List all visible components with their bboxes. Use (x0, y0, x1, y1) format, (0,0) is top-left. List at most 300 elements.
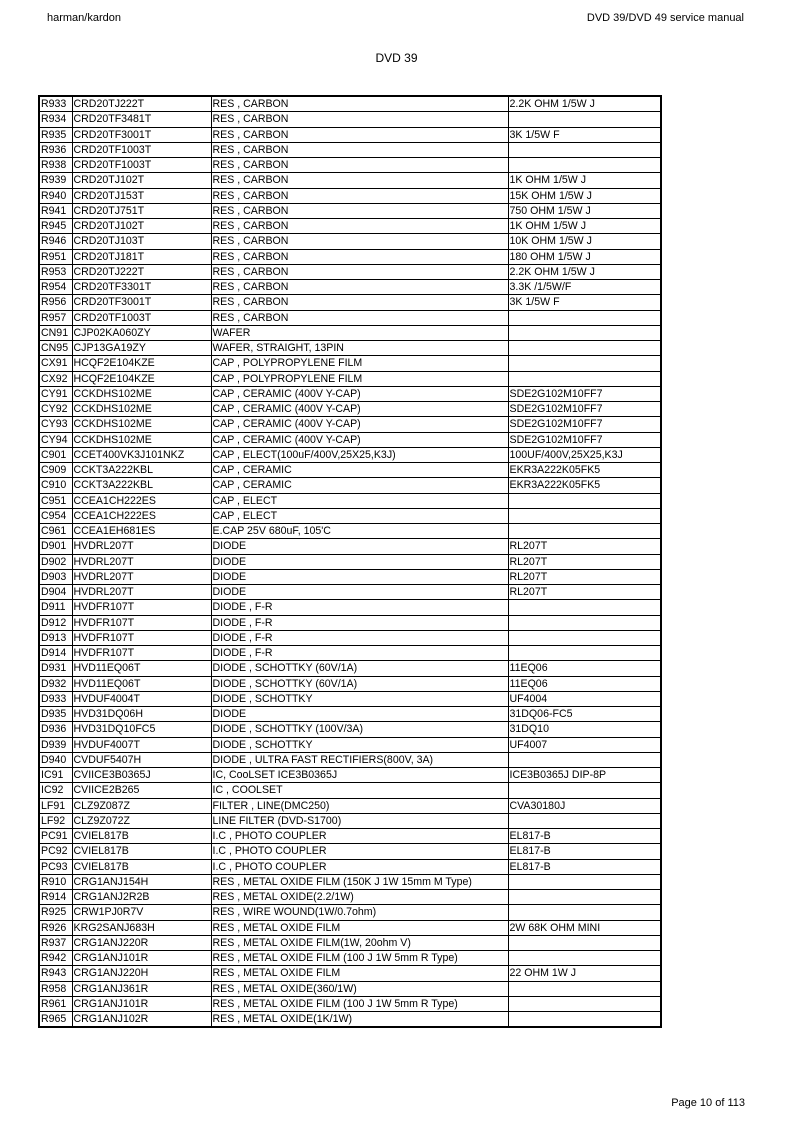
table-row (39, 661, 661, 676)
part-number-cell: HVDFR107T (72, 646, 211, 661)
spec-cell: CVA30180J (508, 798, 661, 813)
description-cell: WAFER (211, 325, 508, 340)
table-row (39, 844, 661, 859)
part-number-cell: CRG1ANJ2R2B (72, 890, 211, 905)
spec-cell: 15K OHM 1/5W J (508, 188, 661, 203)
ref-cell: R954 (39, 280, 72, 295)
description-cell: DIODE (211, 554, 508, 569)
table-row (39, 920, 661, 935)
description-cell: RES , CARBON (211, 173, 508, 188)
table-row (39, 310, 661, 325)
part-number-cell: CVIICE3B0365J (72, 768, 211, 783)
description-cell: DIODE , F-R (211, 630, 508, 645)
spec-cell (508, 112, 661, 127)
table-row (39, 280, 661, 295)
part-number-cell: CRD20TJ222T (72, 264, 211, 279)
table-row (39, 356, 661, 371)
description-cell: RES , CARBON (211, 219, 508, 234)
table-row (39, 783, 661, 798)
part-number-cell: HVDRL207T (72, 585, 211, 600)
table-row (39, 493, 661, 508)
spec-cell (508, 890, 661, 905)
spec-cell: 3K 1/5W F (508, 295, 661, 310)
description-cell: DIODE , F-R (211, 646, 508, 661)
model-title: DVD 39 (375, 51, 418, 65)
spec-cell (508, 981, 661, 996)
ref-cell: PC92 (39, 844, 72, 859)
part-number-cell: CRD20TJ103T (72, 234, 211, 249)
table-row (39, 935, 661, 950)
description-cell: DIODE , F-R (211, 600, 508, 615)
part-number-cell: CCKT3A222KBL (72, 463, 211, 478)
ref-cell: CN95 (39, 341, 72, 356)
ref-cell: C961 (39, 524, 72, 539)
part-number-cell: CRD20TF1003T (72, 142, 211, 157)
part-number-cell: CRG1ANJ102R (72, 1012, 211, 1028)
table-row (39, 554, 661, 569)
description-cell: DIODE (211, 585, 508, 600)
table-row (39, 127, 661, 142)
spec-cell: 11EQ06 (508, 661, 661, 676)
spec-cell: 22 OHM 1W J (508, 966, 661, 981)
table-row (39, 524, 661, 539)
description-cell: RES , CARBON (211, 295, 508, 310)
ref-cell: D902 (39, 554, 72, 569)
spec-cell: 1K OHM 1/5W J (508, 173, 661, 188)
ref-cell: D936 (39, 722, 72, 737)
table-row (39, 829, 661, 844)
ref-cell: D911 (39, 600, 72, 615)
spec-cell: EL817-B (508, 859, 661, 874)
description-cell: RES , CARBON (211, 112, 508, 127)
spec-cell (508, 783, 661, 798)
description-cell: RES , METAL OXIDE FILM(1W, 20ohm V) (211, 935, 508, 950)
part-number-cell: HCQF2E104KZE (72, 371, 211, 386)
ref-cell: CX91 (39, 356, 72, 371)
part-number-cell: CCKDHS102ME (72, 402, 211, 417)
table-row (39, 203, 661, 218)
spec-cell: SDE2G102M10FF7 (508, 402, 661, 417)
part-number-cell: CRD20TF3001T (72, 127, 211, 142)
spec-cell: 10K OHM 1/5W J (508, 234, 661, 249)
table-row (39, 691, 661, 706)
description-cell: RES , METAL OXIDE FILM (211, 966, 508, 981)
ref-cell: R956 (39, 295, 72, 310)
spec-cell: ICE3B0365J DIP-8P (508, 768, 661, 783)
description-cell: DIODE , F-R (211, 615, 508, 630)
description-cell: RES , METAL OXIDE(360/1W) (211, 981, 508, 996)
ref-cell: PC91 (39, 829, 72, 844)
part-number-cell: HCQF2E104KZE (72, 356, 211, 371)
part-number-cell: HVDUF4004T (72, 691, 211, 706)
spec-cell (508, 951, 661, 966)
table-row (39, 478, 661, 493)
ref-cell: R938 (39, 158, 72, 173)
description-cell: RES , CARBON (211, 280, 508, 295)
part-number-cell: CCEA1EH681ES (72, 524, 211, 539)
ref-cell: D913 (39, 630, 72, 645)
spec-cell: 1K OHM 1/5W J (508, 219, 661, 234)
spec-cell (508, 356, 661, 371)
part-number-cell: CCKT3A222KBL (72, 478, 211, 493)
table-row (39, 234, 661, 249)
description-cell: RES , METAL OXIDE FILM (150K J 1W 15mm M Type) (211, 874, 508, 889)
parts-list-body (39, 96, 661, 1027)
part-number-cell: CRD20TF3301T (72, 280, 211, 295)
ref-cell: C951 (39, 493, 72, 508)
table-row (39, 722, 661, 737)
spec-cell (508, 325, 661, 340)
description-cell: RES , METAL OXIDE FILM (211, 920, 508, 935)
part-number-cell: CCKDHS102ME (72, 432, 211, 447)
part-number-cell: HVDFR107T (72, 630, 211, 645)
ref-cell: CN91 (39, 325, 72, 340)
spec-cell (508, 493, 661, 508)
part-number-cell: KRG2SANJ683H (72, 920, 211, 935)
description-cell: CAP , CERAMIC (400V Y-CAP) (211, 432, 508, 447)
table-row (39, 874, 661, 889)
table-row (39, 966, 661, 981)
table-row (39, 752, 661, 767)
part-number-cell: CCEA1CH222ES (72, 508, 211, 523)
spec-cell: EKR3A222K05FK5 (508, 463, 661, 478)
part-number-cell: CRG1ANJ101R (72, 996, 211, 1011)
description-cell: I.C , PHOTO COUPLER (211, 859, 508, 874)
description-cell: DIODE , SCHOTTKY (211, 691, 508, 706)
description-cell: IC, CooLSET ICE3B0365J (211, 768, 508, 783)
table-row (39, 417, 661, 432)
part-number-cell: CRD20TJ102T (72, 219, 211, 234)
part-number-cell: HVDUF4007T (72, 737, 211, 752)
spec-cell (508, 524, 661, 539)
spec-cell: 100UF/400V,25X25,K3J (508, 447, 661, 462)
ref-cell: R939 (39, 173, 72, 188)
part-number-cell: CRG1ANJ220H (72, 966, 211, 981)
part-number-cell: CLZ9Z072Z (72, 813, 211, 828)
table-row (39, 768, 661, 783)
table-row (39, 142, 661, 157)
table-row (39, 585, 661, 600)
ref-cell: R961 (39, 996, 72, 1011)
part-number-cell: HVDRL207T (72, 569, 211, 584)
spec-cell: RL207T (508, 585, 661, 600)
table-row (39, 615, 661, 630)
part-number-cell: HVDFR107T (72, 615, 211, 630)
ref-cell: D914 (39, 646, 72, 661)
part-number-cell: CVIICE2B265 (72, 783, 211, 798)
ref-cell: D935 (39, 707, 72, 722)
ref-cell: R934 (39, 112, 72, 127)
table-row (39, 219, 661, 234)
part-number-cell: CRD20TF1003T (72, 158, 211, 173)
part-number-cell: CRD20TF3001T (72, 295, 211, 310)
part-number-cell: CVDUF5407H (72, 752, 211, 767)
spec-cell: 31DQ06-FC5 (508, 707, 661, 722)
ref-cell: D931 (39, 661, 72, 676)
part-number-cell: CRD20TJ222T (72, 96, 211, 112)
part-number-cell: HVD11EQ06T (72, 661, 211, 676)
ref-cell: CY94 (39, 432, 72, 447)
part-number-cell: CRD20TF3481T (72, 112, 211, 127)
table-row (39, 646, 661, 661)
description-cell: DIODE (211, 539, 508, 554)
table-row (39, 737, 661, 752)
spec-cell (508, 310, 661, 325)
description-cell: CAP , POLYPROPYLENE FILM (211, 371, 508, 386)
ref-cell: R943 (39, 966, 72, 981)
part-number-cell: HVDRL207T (72, 554, 211, 569)
spec-cell: 750 OHM 1/5W J (508, 203, 661, 218)
spec-cell: 11EQ06 (508, 676, 661, 691)
table-row (39, 707, 661, 722)
ref-cell: D932 (39, 676, 72, 691)
table-row (39, 463, 661, 478)
ref-cell: R937 (39, 935, 72, 950)
ref-cell: CY93 (39, 417, 72, 432)
part-number-cell: CRD20TJ181T (72, 249, 211, 264)
table-row (39, 600, 661, 615)
spec-cell (508, 813, 661, 828)
spec-cell: RL207T (508, 539, 661, 554)
spec-cell (508, 996, 661, 1011)
part-number-cell: HVDFR107T (72, 600, 211, 615)
spec-cell (508, 905, 661, 920)
description-cell: CAP , CERAMIC (211, 463, 508, 478)
spec-cell: EL817-B (508, 829, 661, 844)
part-number-cell: CRD20TJ751T (72, 203, 211, 218)
ref-cell: CY92 (39, 402, 72, 417)
description-cell: RES , CARBON (211, 203, 508, 218)
part-number-cell: CRG1ANJ154H (72, 874, 211, 889)
description-cell: CAP , ELECT(100uF/400V,25X25,K3J) (211, 447, 508, 462)
spec-cell: 31DQ10 (508, 722, 661, 737)
spec-cell: RL207T (508, 554, 661, 569)
table-row (39, 1012, 661, 1028)
ref-cell: R914 (39, 890, 72, 905)
description-cell: CAP , CERAMIC (400V Y-CAP) (211, 386, 508, 401)
ref-cell: IC92 (39, 783, 72, 798)
spec-cell: EL817-B (508, 844, 661, 859)
part-number-cell: CJP13GA19ZY (72, 341, 211, 356)
spec-cell: EKR3A222K05FK5 (508, 478, 661, 493)
part-number-cell: HVDRL207T (72, 539, 211, 554)
description-cell: CAP , ELECT (211, 493, 508, 508)
ref-cell: C910 (39, 478, 72, 493)
spec-cell: SDE2G102M10FF7 (508, 432, 661, 447)
ref-cell: D939 (39, 737, 72, 752)
table-row (39, 158, 661, 173)
table-row (39, 402, 661, 417)
ref-cell: R965 (39, 1012, 72, 1028)
spec-cell (508, 874, 661, 889)
table-row (39, 371, 661, 386)
description-cell: RES , CARBON (211, 264, 508, 279)
spec-cell: RL207T (508, 569, 661, 584)
description-cell: RES , CARBON (211, 142, 508, 157)
ref-cell: R945 (39, 219, 72, 234)
part-number-cell: CRW1PJ0R7V (72, 905, 211, 920)
description-cell: RES , METAL OXIDE FILM (100 J 1W 5mm R Type) (211, 951, 508, 966)
spec-cell (508, 630, 661, 645)
description-cell: DIODE (211, 707, 508, 722)
ref-cell: R940 (39, 188, 72, 203)
ref-cell: D912 (39, 615, 72, 630)
ref-cell: D904 (39, 585, 72, 600)
ref-cell: R925 (39, 905, 72, 920)
ref-cell: CX92 (39, 371, 72, 386)
table-row (39, 981, 661, 996)
ref-cell: R933 (39, 96, 72, 112)
part-number-cell: CRD20TJ102T (72, 173, 211, 188)
spec-cell (508, 1012, 661, 1028)
part-number-cell: CLZ9Z087Z (72, 798, 211, 813)
part-number-cell: HVD31DQ10FC5 (72, 722, 211, 737)
part-number-cell: CRD20TF1003T (72, 310, 211, 325)
spec-cell (508, 508, 661, 523)
description-cell: RES , CARBON (211, 234, 508, 249)
part-number-cell: CRG1ANJ220R (72, 935, 211, 950)
description-cell: CAP , CERAMIC (211, 478, 508, 493)
page-number: Page 10 of 113 (671, 1097, 745, 1109)
description-cell: RES , CARBON (211, 96, 508, 112)
spec-cell (508, 142, 661, 157)
table-row (39, 905, 661, 920)
ref-cell: D901 (39, 539, 72, 554)
ref-cell: LF91 (39, 798, 72, 813)
description-cell: RES , CARBON (211, 249, 508, 264)
table-row (39, 996, 661, 1011)
ref-cell: R942 (39, 951, 72, 966)
part-number-cell: CRG1ANJ361R (72, 981, 211, 996)
table-row (39, 676, 661, 691)
table-row (39, 249, 661, 264)
ref-cell: R910 (39, 874, 72, 889)
description-cell: LINE FILTER (DVD-S1700) (211, 813, 508, 828)
spec-cell (508, 158, 661, 173)
ref-cell: CY91 (39, 386, 72, 401)
table-row (39, 295, 661, 310)
description-cell: DIODE , SCHOTTKY (100V/3A) (211, 722, 508, 737)
part-number-cell: CCET400VK3J101NKZ (72, 447, 211, 462)
spec-cell (508, 341, 661, 356)
description-cell: CAP , ELECT (211, 508, 508, 523)
description-cell: RES , CARBON (211, 310, 508, 325)
brand-header: harman/kardon (47, 12, 121, 24)
description-cell: WAFER, STRAIGHT, 13PIN (211, 341, 508, 356)
part-number-cell: CRD20TJ153T (72, 188, 211, 203)
description-cell: RES , CARBON (211, 188, 508, 203)
description-cell: RES , METAL OXIDE(1K/1W) (211, 1012, 508, 1028)
description-cell: E.CAP 25V 680uF, 105'C (211, 524, 508, 539)
spec-cell: 2.2K OHM 1/5W J (508, 96, 661, 112)
part-number-cell: HVD11EQ06T (72, 676, 211, 691)
description-cell: RES , CARBON (211, 158, 508, 173)
description-cell: I.C , PHOTO COUPLER (211, 829, 508, 844)
ref-cell: R926 (39, 920, 72, 935)
table-row (39, 569, 661, 584)
description-cell: DIODE (211, 569, 508, 584)
spec-cell: SDE2G102M10FF7 (508, 417, 661, 432)
spec-cell (508, 752, 661, 767)
table-row (39, 798, 661, 813)
description-cell: DIODE , SCHOTTKY (60V/1A) (211, 676, 508, 691)
spec-cell (508, 371, 661, 386)
ref-cell: D933 (39, 691, 72, 706)
table-row (39, 630, 661, 645)
description-cell: I.C , PHOTO COUPLER (211, 844, 508, 859)
ref-cell: PC93 (39, 859, 72, 874)
description-cell: FILTER , LINE(DMC250) (211, 798, 508, 813)
part-number-cell: CCKDHS102ME (72, 386, 211, 401)
description-cell: CAP , CERAMIC (400V Y-CAP) (211, 402, 508, 417)
table-row (39, 341, 661, 356)
ref-cell: R941 (39, 203, 72, 218)
table-row (39, 447, 661, 462)
spec-cell: UF4007 (508, 737, 661, 752)
part-number-cell: CJP02KA060ZY (72, 325, 211, 340)
spec-cell (508, 935, 661, 950)
ref-cell: R935 (39, 127, 72, 142)
spec-cell: 2W 68K OHM MINI (508, 920, 661, 935)
description-cell: CAP , POLYPROPYLENE FILM (211, 356, 508, 371)
table-row (39, 188, 661, 203)
ref-cell: R951 (39, 249, 72, 264)
description-cell: IC , COOLSET (211, 783, 508, 798)
table-row (39, 539, 661, 554)
table-row (39, 890, 661, 905)
parts-list-table (38, 95, 662, 1028)
ref-cell: D940 (39, 752, 72, 767)
ref-cell: R953 (39, 264, 72, 279)
description-cell: RES , METAL OXIDE(2.2/1W) (211, 890, 508, 905)
table-row (39, 951, 661, 966)
ref-cell: C954 (39, 508, 72, 523)
description-cell: DIODE , SCHOTTKY (60V/1A) (211, 661, 508, 676)
spec-cell: UF4004 (508, 691, 661, 706)
spec-cell: 3K 1/5W F (508, 127, 661, 142)
manual-title: DVD 39/DVD 49 service manual (586, 12, 744, 24)
ref-cell: IC91 (39, 768, 72, 783)
spec-cell: 180 OHM 1/5W J (508, 249, 661, 264)
spec-cell (508, 600, 661, 615)
table-row (39, 264, 661, 279)
spec-cell (508, 615, 661, 630)
part-number-cell: CVIEL817B (72, 859, 211, 874)
ref-cell: D903 (39, 569, 72, 584)
ref-cell: R936 (39, 142, 72, 157)
spec-cell: 2.2K OHM 1/5W J (508, 264, 661, 279)
part-number-cell: HVD31DQ06H (72, 707, 211, 722)
spec-cell: SDE2G102M10FF7 (508, 386, 661, 401)
table-row (39, 96, 661, 112)
table-row (39, 508, 661, 523)
table-row (39, 112, 661, 127)
spec-cell: 3.3K /1/5W/F (508, 280, 661, 295)
part-number-cell: CCEA1CH222ES (72, 493, 211, 508)
ref-cell: R957 (39, 310, 72, 325)
ref-cell: LF92 (39, 813, 72, 828)
ref-cell: R946 (39, 234, 72, 249)
table-row (39, 813, 661, 828)
part-number-cell: CVIEL817B (72, 829, 211, 844)
table-row (39, 173, 661, 188)
description-cell: DIODE , SCHOTTKY (211, 737, 508, 752)
description-cell: RES , CARBON (211, 127, 508, 142)
part-number-cell: CVIEL817B (72, 844, 211, 859)
spec-cell (508, 646, 661, 661)
ref-cell: C901 (39, 447, 72, 462)
table-row (39, 859, 661, 874)
